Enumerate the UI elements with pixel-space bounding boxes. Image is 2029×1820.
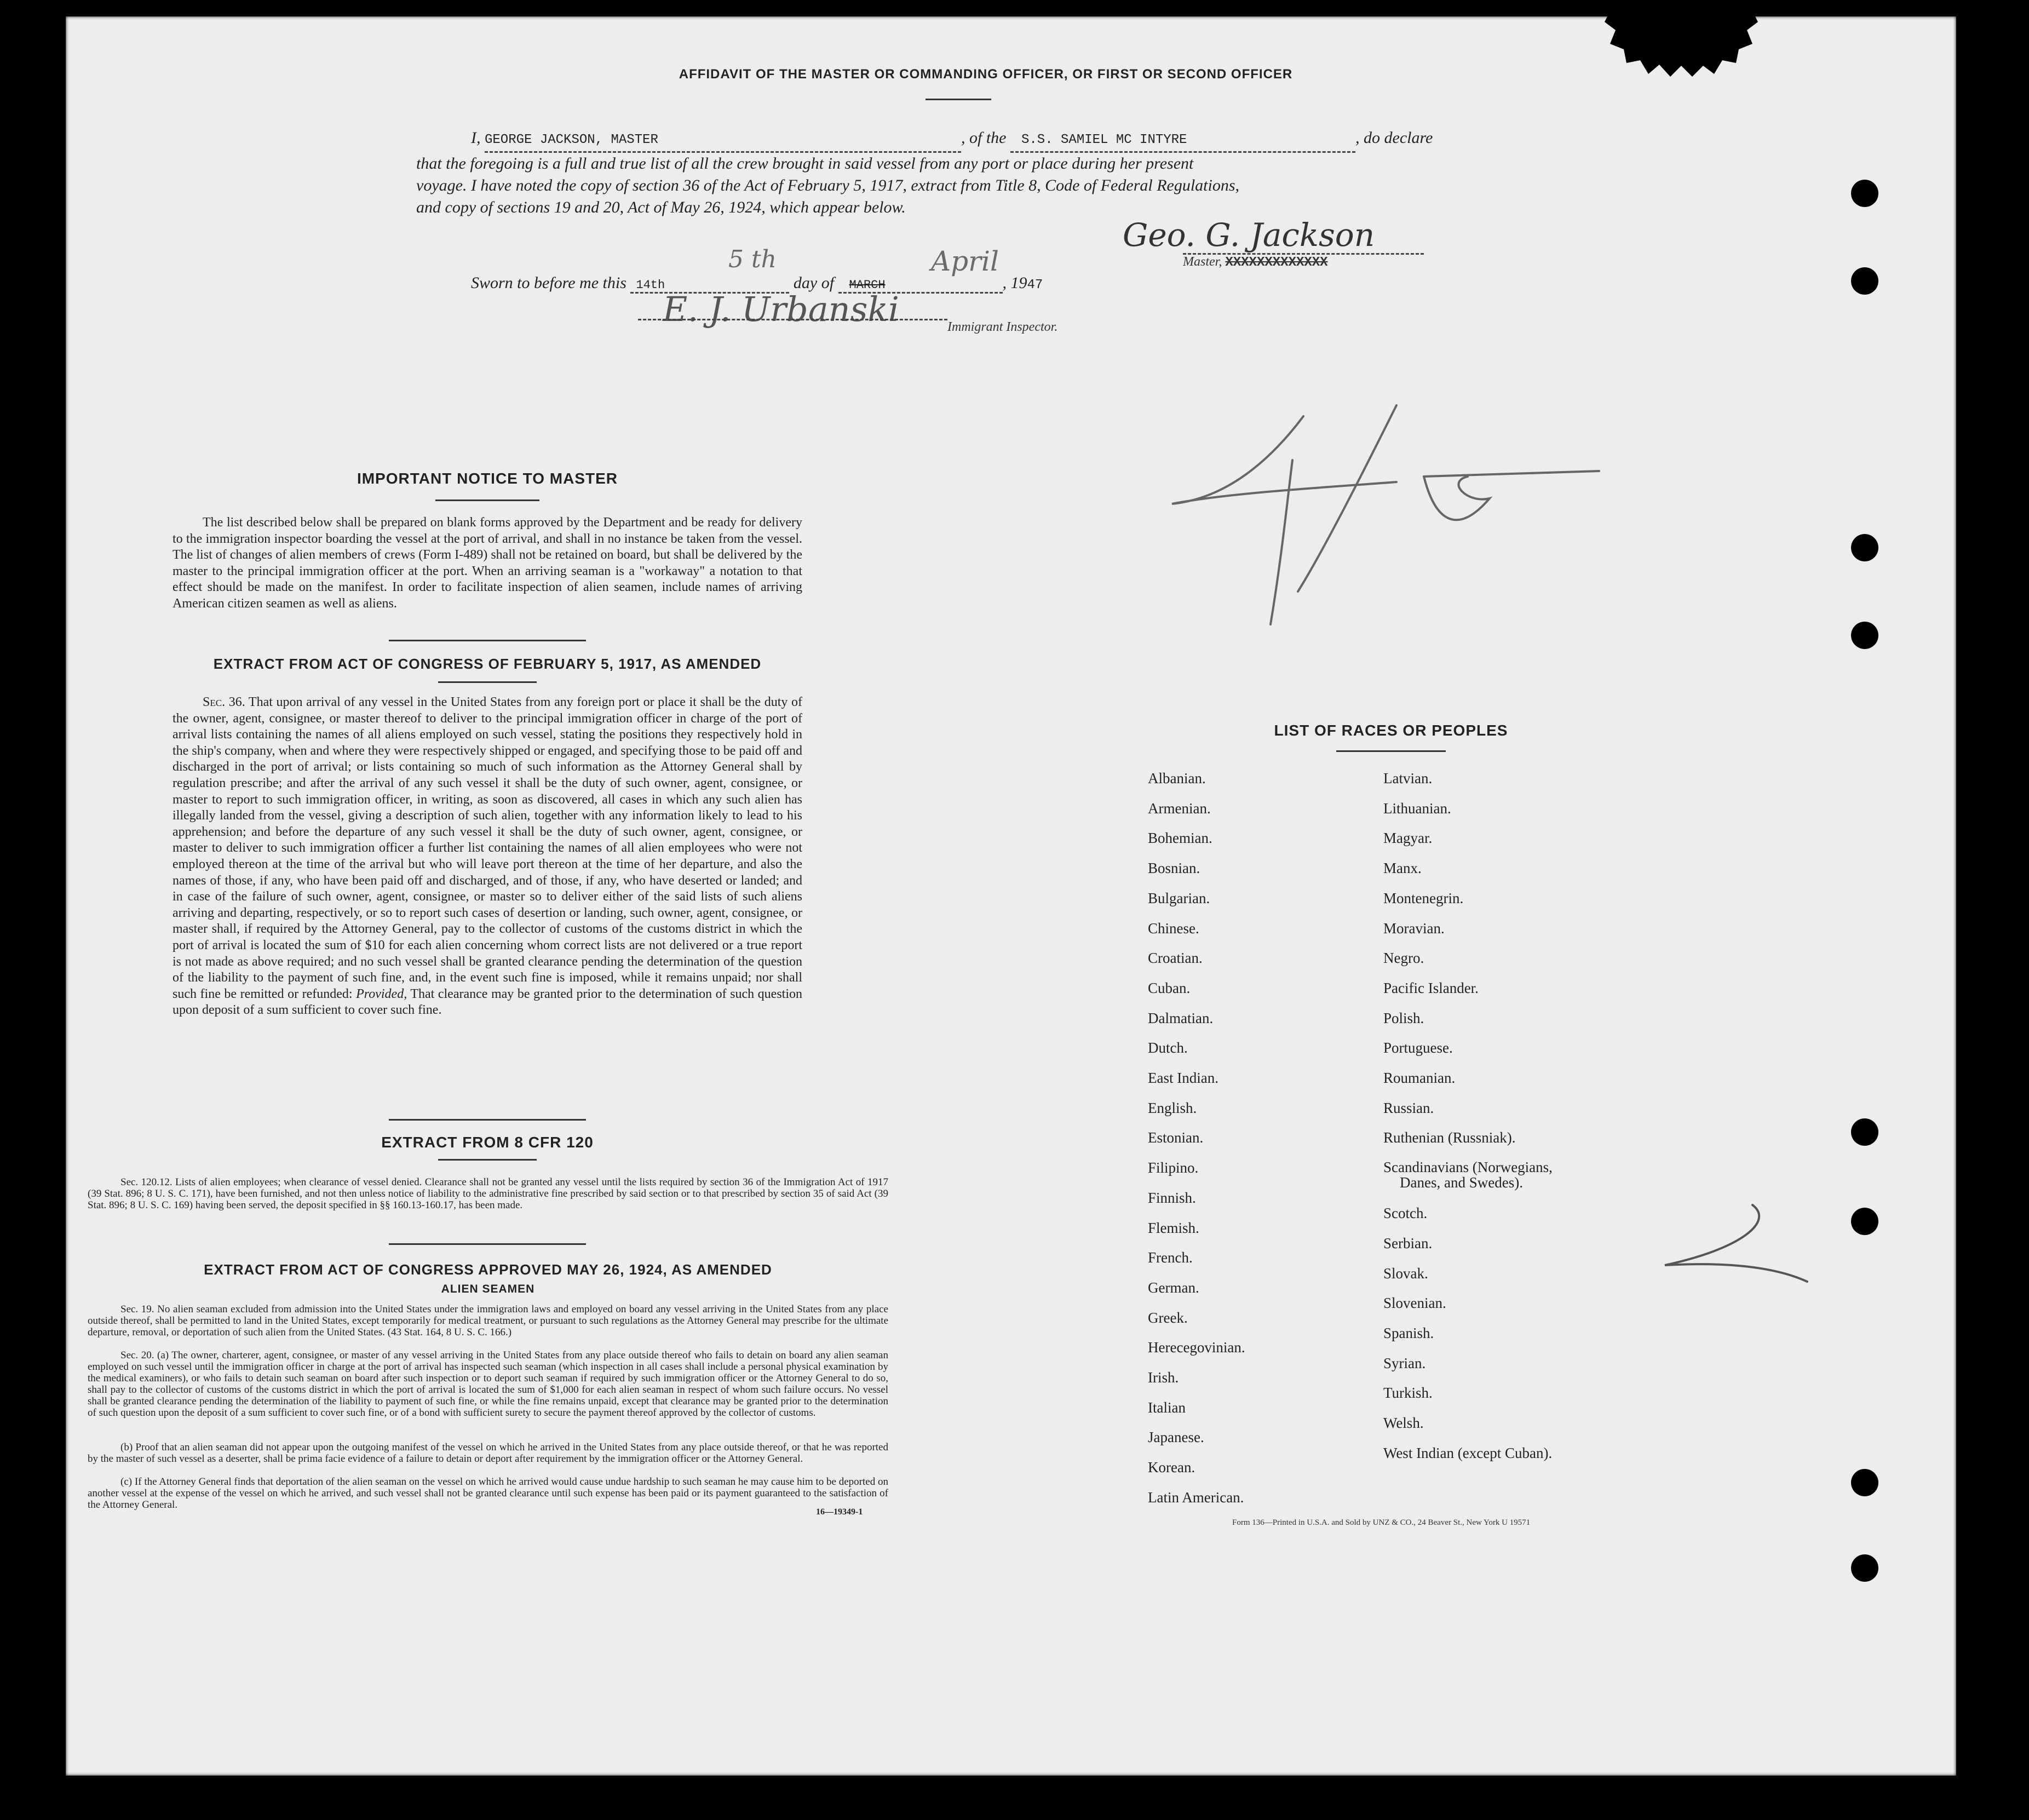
divider: [926, 99, 991, 100]
divider: [438, 681, 537, 683]
list-item: Negro.: [1383, 950, 1424, 967]
list-item: Bulgarian.: [1148, 889, 1210, 906]
list-item: East Indian.: [1148, 1070, 1218, 1087]
list-item: Danes, and Swedes).: [1400, 1174, 1523, 1191]
list-item: Scotch.: [1383, 1205, 1428, 1222]
sec-20b-text: (b) Proof that an alien seaman did not appear upon the outgoing manifest of the vessel on which he arrived in the United States from any place outside thereof, or that he was reported by the master of such vessel as a deserter, shall be prima facie evidence of a failure to detain or deport after requirement by the immigration officer or the Attorney General.: [88, 1442, 888, 1465]
list-item: Portuguese.: [1383, 1040, 1453, 1057]
sec-19-text: Sec. 19. No alien seaman excluded from admission into the United States under the immigration laws and employed on board any vessel arriving in the United States from any place outside thereof, shall be permitted to land in the United States, except temporarily for medical treatment, or pursuant to such regulations as the Attorney General may prescribe for the ultimate departure, removal, or deportation of such alien from the United States. (43 Stat. 164, 8 U. S. C. 166.): [88, 1304, 888, 1338]
sec-36-text: That upon arrival of any vessel in the United States from any foreign port or place it shall be the duty of the owner, agent, consignee, or master thereof to deliver to the principal immigration officer in charge of the port of arrival lists containing the names of all aliens employed on such vessel, stating the positions they respectively hold in the ship's company, when and where they were respectively shipped or engaged, and specifying those to be paid off and discharged in the port of arrival; or lists containing so much of such information as the Attorney General shall by regulation prescribe; and after the arrival of any such vessel it shall be the duty of such owner, agent, consignee, or master to report to such immigration officer, in writing, as soon as discovered, all cases in which any such alien has illegally landed from the vessel, giving a description of such alien, together with any information likely to lead to his apprehension; and before the departure of any such vessel it shall be the duty of such owner, agent, consignee, or master to deliver to such immigration officer a further list containing the names of all alien employees who were not employed thereon at the time of the arrival but who will leave port thereon at the time of her departure, and also the names of those, if any, who have been paid off and discharged, and of those, if any, who have deserted or landed; and in case of the failure of such owner, agent, consignee, or master so to deliver either of the said lists of such aliens arriving and departing, respectively, or so to report such cases of desertion or landing, such owner, agent, consignee, or master shall, if required by the Attorney General, pay to the collector of customs of the customs district in which the port of arrival is located the sum of $10 for each alien concerning whom correct lists are not delivered or a true report is not made as above required; and no such vessel shall be granted clearance pending the determination of the question of the liability to the payment of such fine, and, in the event such fine is imposed, while it remains unpaid; nor shall such fine be remitted or refunded:: [173, 695, 802, 1001]
list-item: Spanish.: [1383, 1324, 1434, 1341]
intro-text: I,: [471, 129, 481, 147]
divider: [389, 640, 586, 641]
sworn-month-field: MARCH: [838, 278, 1003, 294]
punch-hole: [1851, 1208, 1878, 1235]
list-item: French.: [1148, 1249, 1193, 1266]
of-the-text: , of the: [961, 129, 1007, 147]
list-item: Scandinavians (Norwegians,: [1383, 1159, 1553, 1176]
list-item: Bosnian.: [1148, 860, 1200, 877]
list-item: Turkish.: [1383, 1385, 1433, 1402]
punch-hole: [1851, 1554, 1878, 1582]
master-name-field: GEORGE JACKSON, MASTER: [485, 129, 961, 153]
list-item: Japanese.: [1148, 1429, 1204, 1446]
list-item: Welsh.: [1383, 1415, 1424, 1432]
notice-title: IMPORTANT NOTICE TO MASTER: [357, 470, 618, 487]
provided-text: Provided,: [356, 986, 407, 1001]
extract-1924-title: EXTRACT FROM ACT OF CONGRESS APPROVED MAY 26, 1924, AS AMENDED: [204, 1261, 772, 1278]
list-item: Slovenian.: [1383, 1295, 1446, 1312]
list-item: Polish.: [1383, 1009, 1424, 1026]
list-item: Finnish.: [1148, 1189, 1196, 1206]
list-item: Moravian.: [1383, 920, 1445, 937]
handwritten-day: 5 th: [728, 245, 777, 273]
list-item: Filipino.: [1148, 1159, 1199, 1176]
sec-36-end: That clearance may be granted prior to the determination of such question upon deposit of a sum sufficient to cover such fine.: [173, 986, 803, 1018]
notice-body: The list described below shall be prepared on blank forms approved by the Department and be ready for delivery to the immigration inspector boarding the vessel at the port of arrival, and shall in no instance be taken from the vessel. The list of changes of alien members of crews (Form I-489) shall not be retained on board, but shall be delivered by the master to the principal immigration officer at the port. When an arriving seaman is a "workaway" a notation to that effect should be made on the manifest. In order to facilitate inspection of alien seamen, include names of arriving American citizen seamen as well as aliens.: [173, 515, 802, 611]
vessel-name-field: S.S. SAMIEL MC INTYRE: [1010, 129, 1355, 153]
list-item: Bohemian.: [1148, 830, 1212, 847]
list-item: Syrian.: [1383, 1354, 1426, 1371]
list-item: Italian: [1148, 1399, 1186, 1416]
inspector-signature-line: [638, 319, 947, 320]
list-item: Magyar.: [1383, 830, 1433, 847]
sworn-day-field: 14th: [630, 278, 789, 294]
struck-title: XXXXXXXXXXXXX: [1225, 255, 1328, 270]
list-item: Flemish.: [1148, 1219, 1199, 1236]
list-item: Serbian.: [1383, 1235, 1433, 1251]
list-item: Armenian.: [1148, 800, 1211, 817]
list-item: Slovak.: [1383, 1265, 1428, 1282]
affidavit-declaration: [416, 127, 1462, 219]
list-item: Herecegovinian.: [1148, 1339, 1245, 1356]
master-signature-line: [1183, 253, 1424, 270]
punch-hole: [1851, 622, 1878, 649]
races-title: LIST OF RACES OR PEOPLES: [1274, 722, 1508, 739]
list-item: Montenegrin.: [1383, 889, 1464, 906]
list-item: German.: [1148, 1279, 1199, 1296]
sworn-prefix: Sworn to before me this: [471, 274, 626, 292]
affidavit-title: AFFIDAVIT OF THE MASTER OR COMMANDING OFFICER, OR FIRST OR SECOND OFFICER: [679, 67, 1293, 82]
inspector-signature: E. J. Urbanski: [663, 289, 899, 329]
divider: [438, 1159, 537, 1161]
punch-hole: [1851, 267, 1878, 295]
list-item: Cuban.: [1148, 979, 1191, 996]
races-list-right: [1383, 763, 1553, 1468]
list-item: Roumanian.: [1383, 1070, 1456, 1087]
year-suffix: 47: [1027, 278, 1043, 292]
sec-20a-text: Sec. 20. (a) The owner, charterer, agent, consignee, or master of any vessel arriving in the United States from any place outside thereof who fails to detain on board any alien seaman employed on such vessel until the immigration officer in charge at the port of arrival has inspected such seaman (which inspection in all cases shall include a personal physical examination by the medical examiners), or who fails to detain such seaman on board after such inspection or to deport such seaman if required by such immigration officer or the Attorney General to do so, shall pay to the collector of customs of the customs district in which the port of arrival is located the sum of $1,000 for each alien seaman in respect of whom such failure occurs. No vessel shall be granted clearance pending the determination of the liability to payment of such fine, or while the fine remains unpaid, except that clearance may be granted prior to the determination of such question upon the deposit of a sum sufficient to cover such fine, or of a bond with sufficient surety to secure the payment thereof approved by the collector of customs.: [88, 1350, 888, 1419]
declaration-line-3: voyage. I have noted the copy of section 36 of the Act of February 5, 1917, extract from Title 8, Code of Federal Regulations,: [416, 176, 1240, 194]
cfr-title: EXTRACT FROM 8 CFR 120: [381, 1134, 594, 1151]
list-item: Pacific Islander.: [1383, 979, 1479, 996]
list-item: Russian.: [1383, 1099, 1434, 1116]
punch-hole: [1851, 1469, 1878, 1496]
inspector-label: Immigrant Inspector.: [947, 320, 1058, 334]
list-item: Ruthenian (Russniak).: [1383, 1129, 1516, 1146]
list-item: Chinese.: [1148, 920, 1199, 937]
divider: [389, 1119, 586, 1121]
list-item: West Indian (except Cuban).: [1383, 1444, 1553, 1461]
list-item: Albanian.: [1148, 770, 1206, 786]
extract-1917-body: [173, 694, 802, 1019]
do-declare-text: , do declare: [1355, 129, 1433, 147]
list-item: Greek.: [1148, 1309, 1188, 1326]
divider: [435, 500, 539, 501]
cfr-body: Sec. 120.12. Lists of alien employees; when clearance of vessel denied. Clearance shall not be granted any vessel until the lists required by section 36 of the Immigration Act of 1917 (39 Stat. 896; 8 U. S. C. 171), have been furnished, and not then unless notice of liability to the administrative fine prescribed by said section or to that prescribed by section 35 of said Act (39 Stat. 896; 8 U. S. C. 169) having been served, the deposit specified in §§ 160.13-160.17, has been made.: [88, 1176, 888, 1211]
handwritten-fraction: [1161, 394, 1610, 657]
extract-1917-title: EXTRACT FROM ACT OF CONGRESS OF FEBRUARY 5, 1917, AS AMENDED: [213, 656, 762, 672]
list-item: Dutch.: [1148, 1040, 1188, 1057]
list-item: Irish.: [1148, 1369, 1179, 1386]
declaration-line-4: and copy of sections 19 and 20, Act of May 26, 1924, which appear below.: [416, 198, 906, 216]
punch-hole: [1851, 534, 1878, 561]
punch-hole: [1851, 180, 1878, 207]
master-signature: Geo. G. Jackson: [1123, 216, 1375, 254]
list-item: Dalmatian.: [1148, 1009, 1214, 1026]
sec-20c-text: (c) If the Attorney General finds that deportation of the alien seaman on the vessel on which he arrived would cause undue hardship to such seaman he may cause him to be deported on another vessel at the expense of the vessel on which he arrived, and such vessel shall not be granted clearance until such expense has been paid or its payment guaranteed to the satisfaction of the Attorney General.: [88, 1476, 888, 1511]
list-item: Manx.: [1383, 860, 1422, 877]
list-item: Latvian.: [1383, 770, 1433, 786]
list-item: Latin American.: [1148, 1489, 1244, 1506]
races-list-left: [1148, 763, 1245, 1513]
divider: [389, 1243, 586, 1245]
list-item: Estonian.: [1148, 1129, 1204, 1146]
handwritten-month: April: [931, 245, 999, 277]
form-footer: Form 136—Printed in U.S.A. and Sold by UNZ & CO., 24 Beaver St., New York U 19571: [1232, 1518, 1531, 1527]
seal-icon: [1599, 0, 1763, 82]
master-label: Master,: [1183, 255, 1222, 269]
list-item: Lithuanian.: [1383, 800, 1451, 817]
divider: [1336, 750, 1446, 752]
day-of-text: day of: [793, 274, 835, 292]
form-code: 16—19349-1: [816, 1507, 863, 1517]
handwritten-mark: [1648, 1199, 1813, 1287]
sec-36-label: Sec. 36.: [203, 695, 245, 709]
extract-1924-subtitle: ALIEN SEAMEN: [441, 1283, 535, 1295]
year-prefix: , 19: [1002, 274, 1027, 292]
list-item: Korean.: [1148, 1459, 1195, 1476]
punch-hole: [1851, 1118, 1878, 1146]
list-item: English.: [1148, 1099, 1197, 1116]
declaration-line-2: that the foregoing is a full and true list of all the crew brought in said vessel from any port or place during her present: [416, 154, 1194, 173]
list-item: Croatian.: [1148, 950, 1203, 967]
